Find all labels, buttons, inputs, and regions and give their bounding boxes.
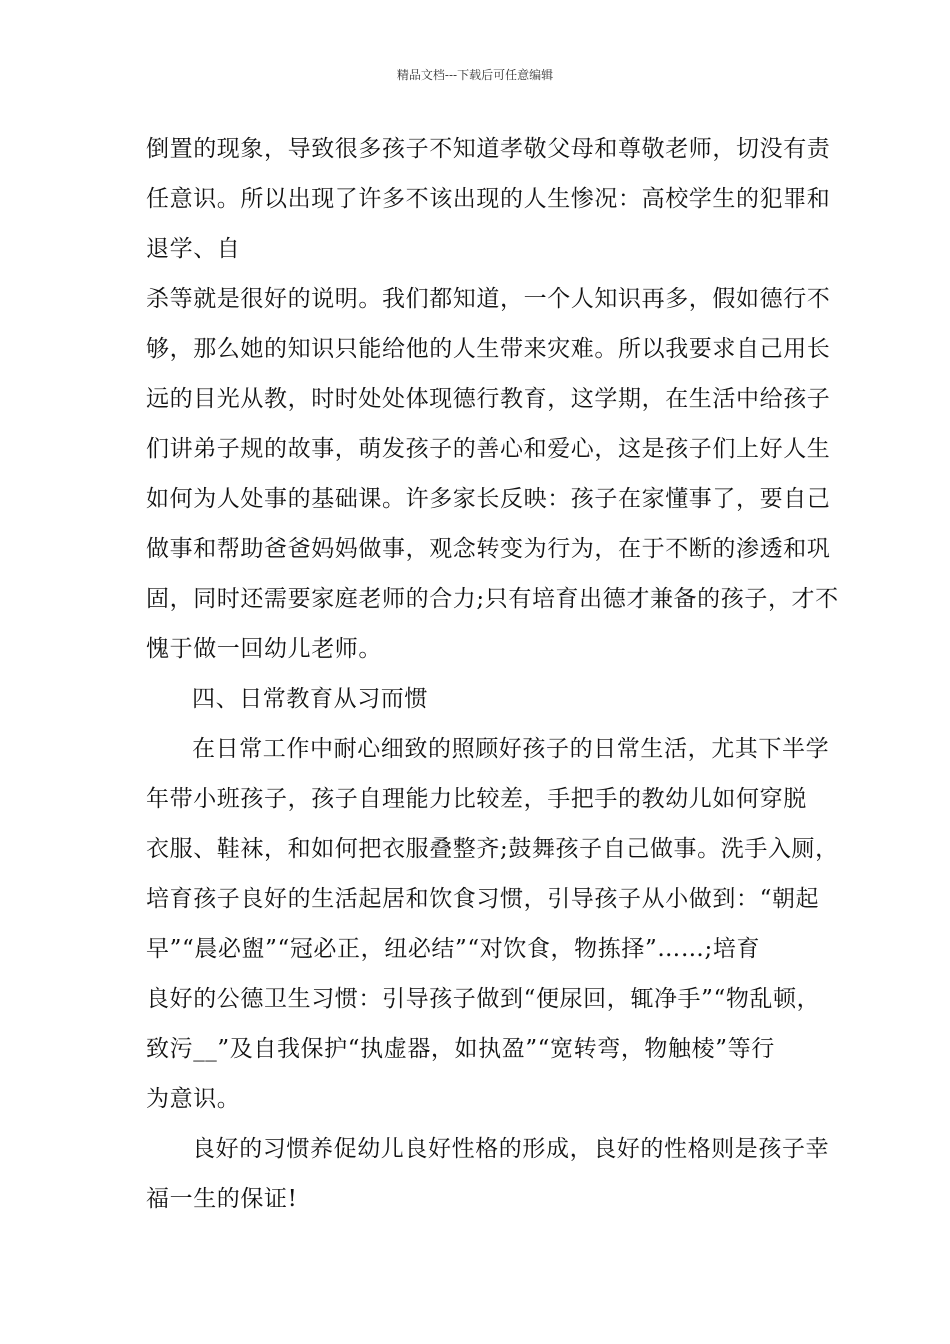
paragraph-line: 远的目光从教，时时处处体现德行教育，这学期，在生活中给孩子 [146, 386, 831, 412]
paragraph-line: 致污__”及自我保护“执虚器，如执盈”“宽转弯，物触棱”等行 [146, 1036, 775, 1062]
paragraph-line: 培育孩子良好的生活起居和饮食习惯，引导孩子从小做到：“朝起 [146, 886, 820, 912]
paragraph-line: 们讲弟子规的故事，萌发孩子的善心和爱心，这是孩子们上好人生 [146, 436, 831, 462]
paragraph-line: 早”“晨必盥”“冠必正，纽必结”“对饮食，物拣择”……;培育 [146, 936, 761, 962]
paragraph-line: 为意识。 [146, 1086, 241, 1112]
paragraph-line: 如何为人处事的基础课。许多家长反映：孩子在家懂事了，要自己 [146, 486, 831, 512]
paragraph-line: 任意识。所以出现了许多不该出现的人生惨况：高校学生的犯罪和 [146, 186, 831, 212]
paragraph-line: 够，那么她的知识只能给他的人生带来灾难。所以我要求自己用长 [146, 336, 831, 362]
paragraph-line: 年带小班孩子，孩子自理能力比较差，手把手的教幼儿如何穿脱 [146, 786, 807, 812]
paragraph-line: 固，同时还需要家庭老师的合力;只有培育出德才兼备的孩子，才不 [146, 586, 839, 612]
paragraph-line: 良好的习惯养促幼儿良好性格的形成，良好的性格则是孩子幸 [192, 1136, 830, 1162]
paragraph-line: 做事和帮助爸爸妈妈做事，观念转变为行为，在于不断的渗透和巩 [146, 536, 831, 562]
page-header: 精品文档---下载后可任意编辑 [396, 68, 554, 82]
paragraph-line: 衣服、鞋袜，和如何把衣服叠整齐;鼓舞孩子自己做事。洗手入厕， [146, 836, 839, 862]
paragraph-line: 愧于做一回幼儿老师。 [146, 636, 382, 662]
paragraph-line: 在日常工作中耐心细致的照顾好孩子的日常生活，尤其下半学 [192, 736, 830, 762]
paragraph-line: 倒置的现象，导致很多孩子不知道孝敬父母和尊敬老师，切没有责 [146, 136, 831, 162]
paragraph-line: 退学、自 [146, 236, 241, 262]
paragraph-line: 福一生的保证! [146, 1186, 298, 1212]
paragraph-line: 杀等就是很好的说明。我们都知道，一个人知识再多，假如德行不 [146, 286, 831, 312]
section-heading: 四、日常教育从习而惯 [192, 686, 428, 712]
paragraph-line: 良好的公德卫生习惯：引导孩子做到“便尿回，辄净手”“物乱顿， [146, 986, 821, 1012]
